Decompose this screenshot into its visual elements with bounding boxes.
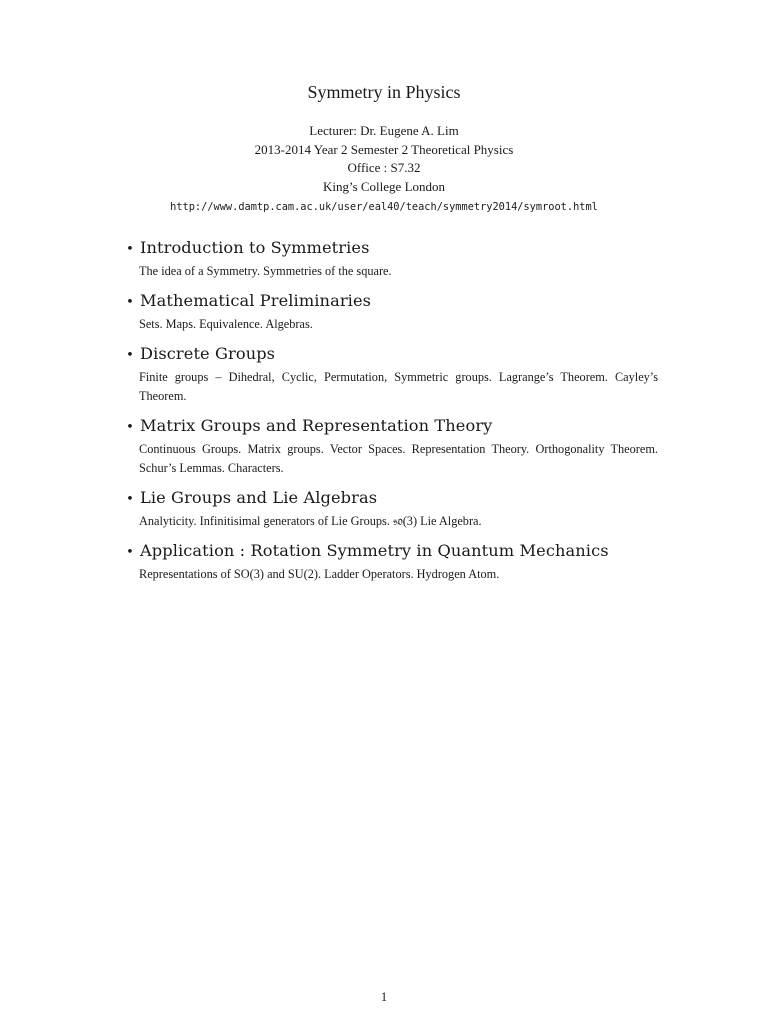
section-heading: Application : Rotation Symmetry in Quantum Mechanics bbox=[140, 541, 609, 560]
lecturer-line: Lecturer: Dr. Eugene A. Lim bbox=[309, 123, 459, 138]
section-description: Sets. Maps. Equivalence. Algebras. bbox=[139, 317, 313, 331]
bullet-icon: • bbox=[126, 545, 134, 560]
list-item bbox=[120, 414, 660, 478]
section-description: Continuous Groups. Matrix groups. Vector Spaces. Representation Theory. Orthogonality Theorem. Schur’s Lemmas. Characters. bbox=[139, 442, 658, 475]
course-line: 2013-2014 Year 2 Semester 2 Theoretical Physics bbox=[254, 141, 514, 157]
section-description: Finite groups – Dihedral, Cyclic, Permutation, Symmetric groups. Lagrange’s Theorem. Cayley’s Theorem. bbox=[139, 370, 658, 403]
course-info bbox=[0, 122, 768, 216]
section-heading: Introduction to Symmetries bbox=[140, 238, 370, 257]
section-heading: Mathematical Preliminaries bbox=[140, 291, 372, 310]
bullet-icon: • bbox=[126, 348, 134, 363]
page-title: Symmetry in Physics bbox=[307, 82, 461, 102]
section-description: Analyticity. Infinitisimal generators of Lie Groups. 𝔰𝔬(3) Lie Algebra. bbox=[139, 514, 482, 528]
list-item bbox=[120, 236, 660, 281]
section-description: Representations of SO(3) and SU(2). Ladder Operators. Hydrogen Atom. bbox=[139, 567, 500, 581]
list-item bbox=[120, 342, 660, 406]
section-heading: Matrix Groups and Representation Theory bbox=[140, 416, 493, 435]
bullet-icon: • bbox=[126, 492, 134, 507]
course-url-link[interactable]: http://www.damtp.cam.ac.uk/user/eal40/teach/symmetry2014/symroot.html bbox=[170, 200, 598, 213]
bullet-icon: • bbox=[126, 242, 134, 257]
section-heading: Discrete Groups bbox=[140, 344, 276, 363]
list-item bbox=[120, 539, 660, 584]
list-item bbox=[120, 289, 660, 334]
section-description: The idea of a Symmetry. Symmetries of the square. bbox=[139, 264, 392, 278]
section-heading: Lie Groups and Lie Algebras bbox=[140, 488, 378, 507]
page-number: 1 bbox=[380, 990, 388, 1004]
bullet-icon: • bbox=[126, 420, 134, 435]
office-line: Office : S7.32 bbox=[347, 160, 421, 176]
bullet-icon: • bbox=[126, 295, 134, 310]
list-item bbox=[120, 486, 660, 531]
section-list bbox=[120, 236, 660, 592]
institution-line: King’s College London bbox=[322, 179, 446, 195]
